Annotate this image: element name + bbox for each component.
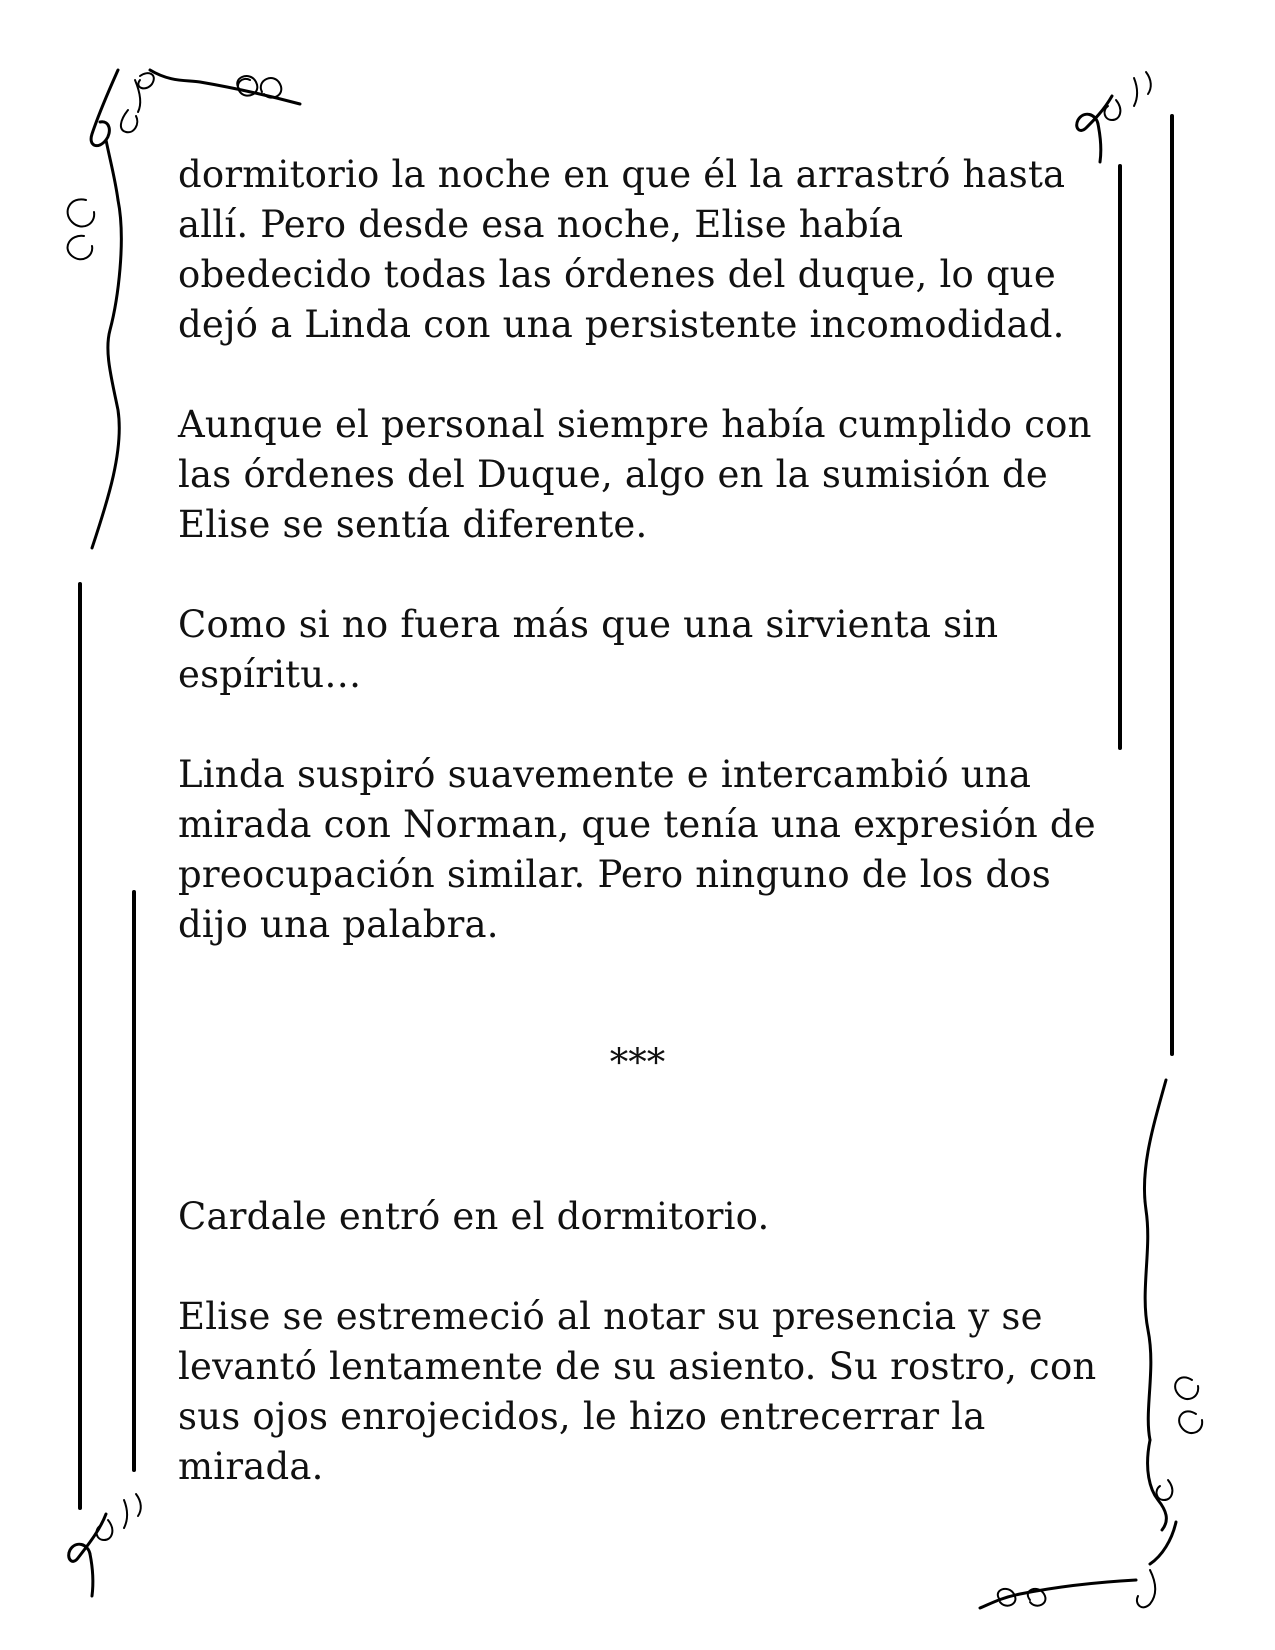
paragraph: Cardale entró en el dormitorio. [178,1195,770,1238]
paragraph: Aunque el personal siempre había cumplido con las órdenes del Duque, algo en la sumisión de Elise se sentía diferente. [178,403,1092,546]
paragraph: dormitorio la noche en que él la arrastró hasta allí. Pero desde esa noche, Elise había obedecido todas las órdenes del duque, lo que dejó a Linda con una persistente incomodidad. [178,153,1066,346]
body-text-upper [178,150,1098,950]
body-text-lower [178,1192,1098,1492]
paragraph: Elise se estremeció al notar su presencia y se levantó lentamente de su asiento. Su rostro, con sus ojos enrojecidos, le hizo entrecerrar la mirada. [178,1295,1097,1488]
scene-separator: *** [609,1041,666,1084]
paragraph: Linda suspiró suavemente e intercambió una mirada con Norman, que tenía una expresión de preocupación similar. Pero ninguno de los dos dijo una palabra. [178,753,1096,946]
paragraph: Como si no fuera más que una sirvienta sin espíritu… [178,603,999,696]
flourish-top-right-icon [1077,72,1151,162]
